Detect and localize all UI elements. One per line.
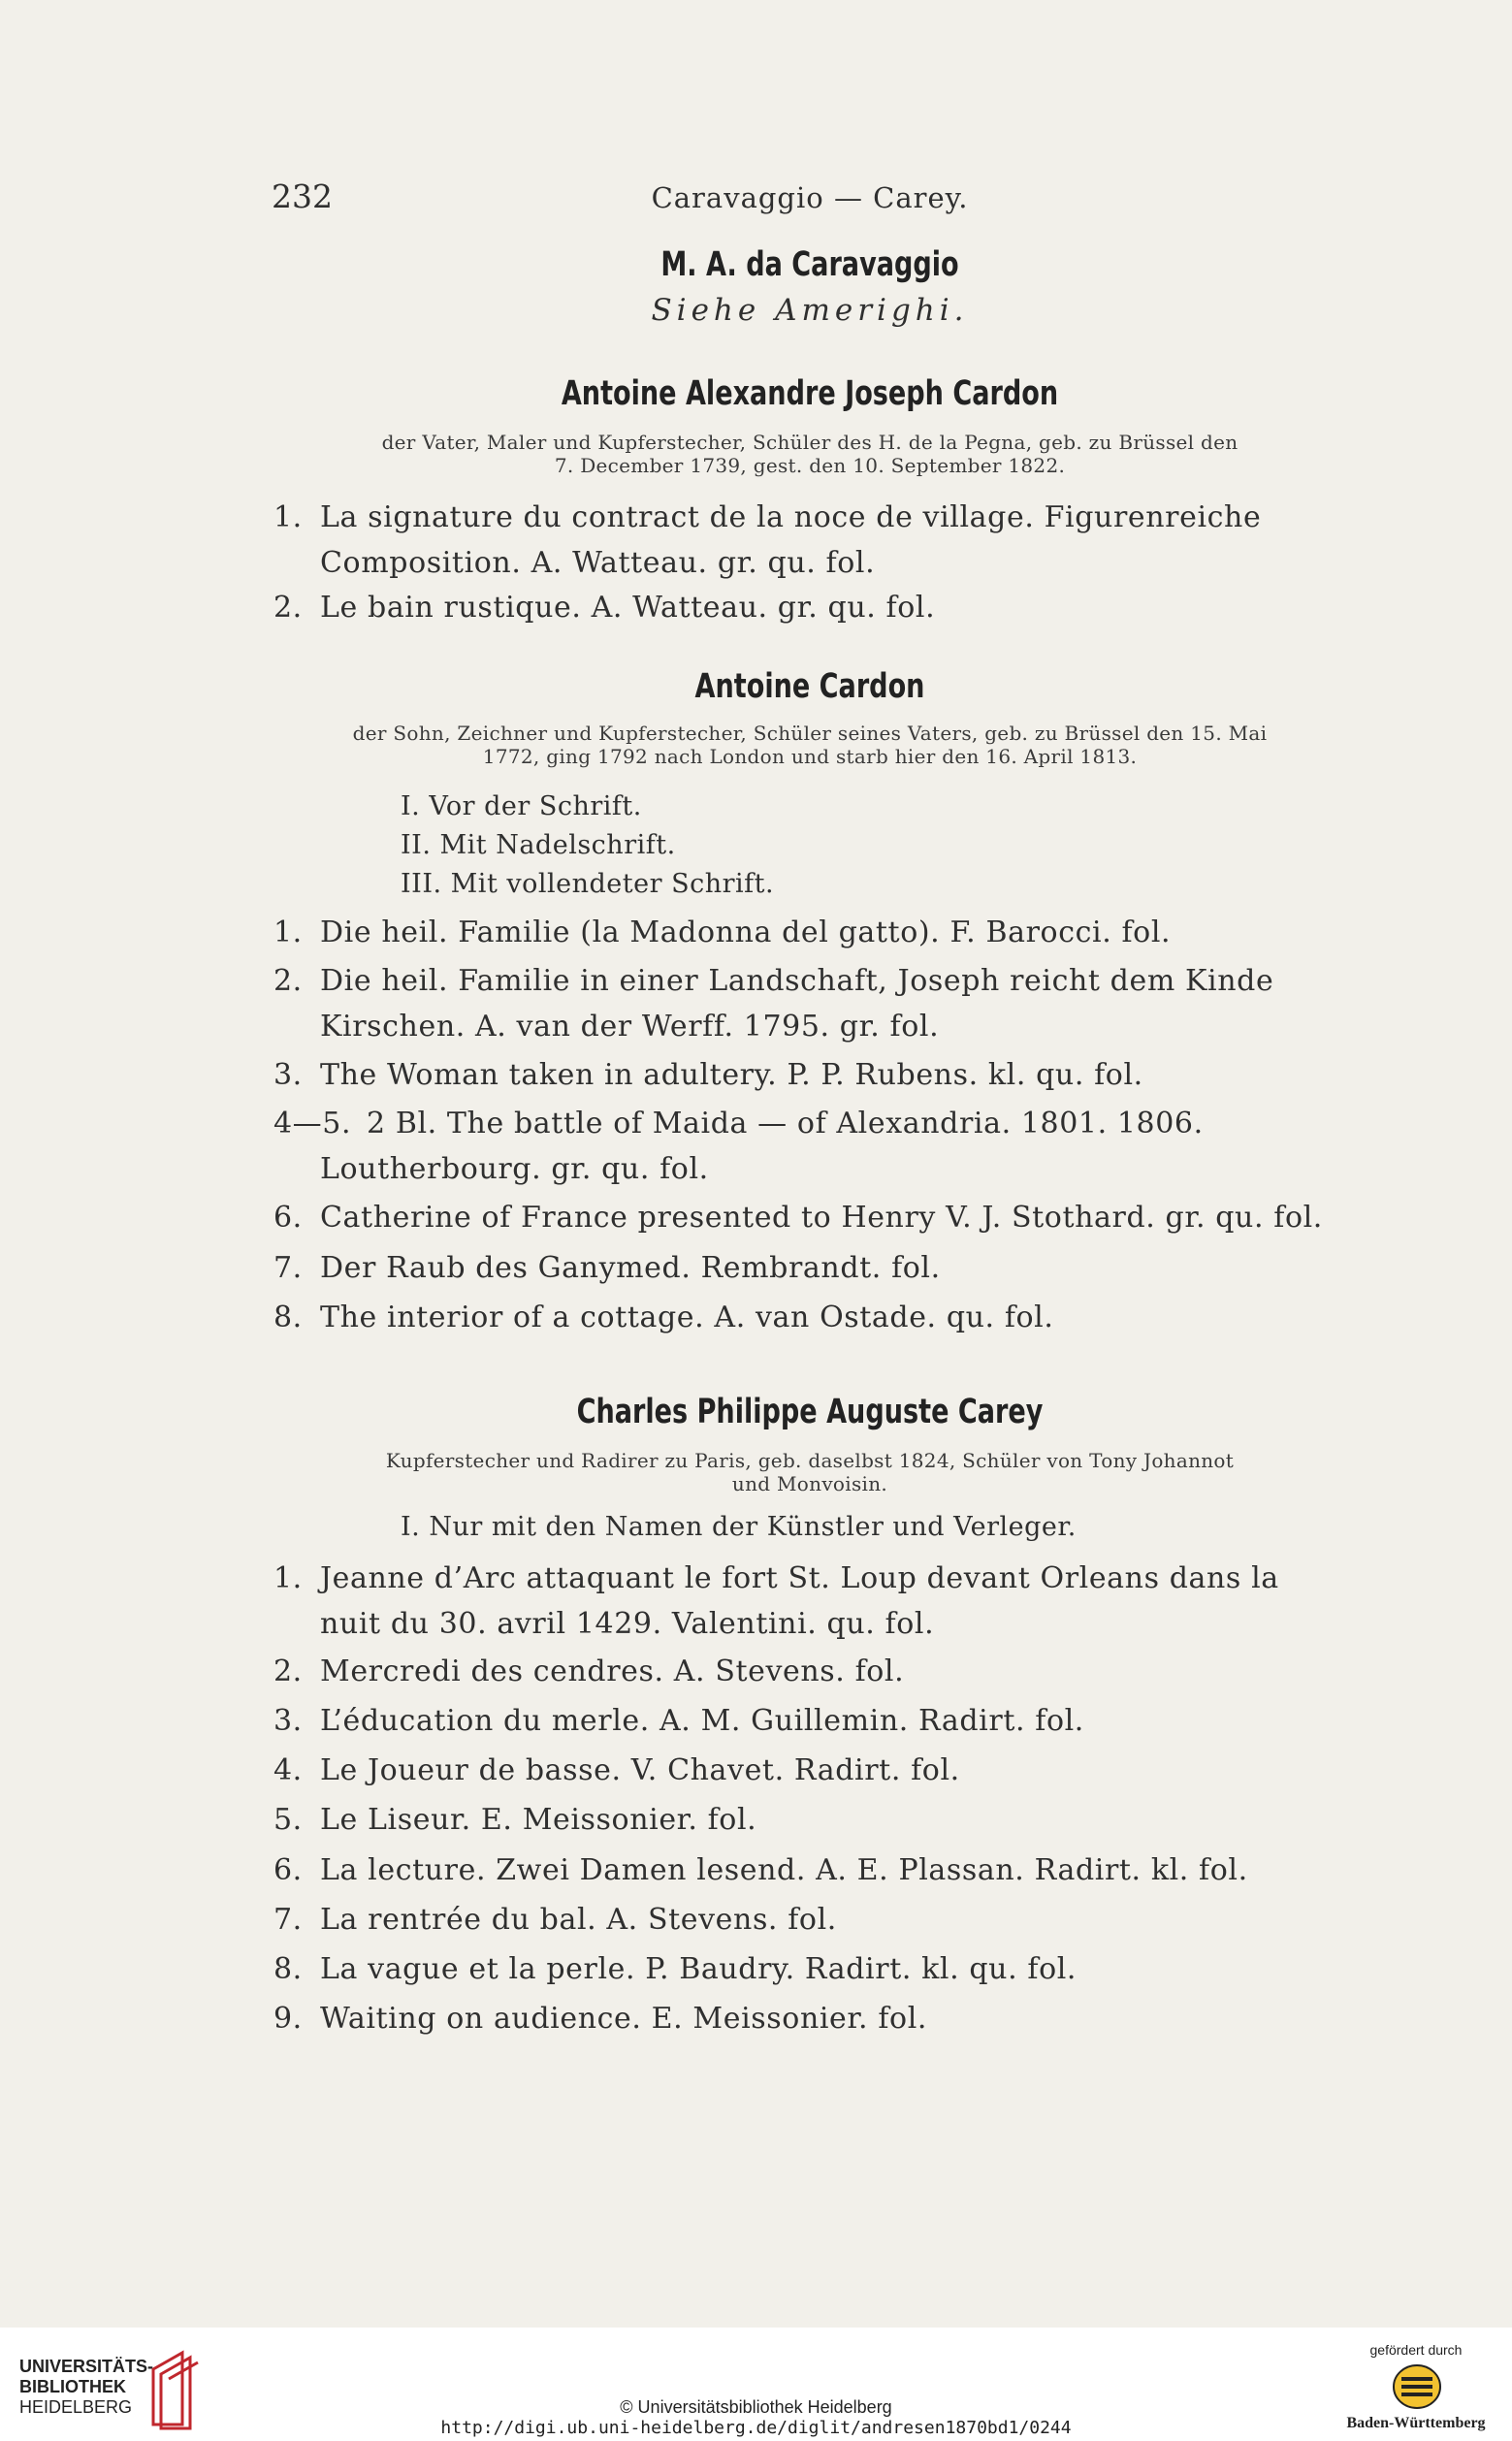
- entry-line: Der Raub des Ganymed. Rembrandt. fol.: [320, 1251, 941, 1285]
- sponsor-label: gefördert durch: [1369, 2342, 1463, 2358]
- entry-line: La rentrée du bal. A. Stevens. fol.: [320, 1903, 837, 1937]
- entry-line: La vague et la perle. P. Baudry. Radirt. kl. qu. fol.: [320, 1952, 1078, 1986]
- entry-line: Composition. A. Watteau. gr. qu. fol.: [320, 546, 876, 580]
- entry-line: L’éducation du merle. A. M. Guillemin. Radirt. fol.: [320, 1704, 1084, 1738]
- print-state-list: [401, 1508, 1077, 1547]
- running-title: Caravaggio — Carey.: [651, 181, 969, 214]
- entry-line: Catherine of France presented to Henry V. J. Stothard. gr. qu. fol.: [320, 1201, 1323, 1235]
- entry-number: 1.: [273, 500, 303, 534]
- entry-line: La lecture. Zwei Damen lesend. A. E. Plassan. Radirt. kl. fol.: [320, 1853, 1248, 1887]
- entry-text: [320, 1052, 1348, 1098]
- page-number: 232: [272, 177, 333, 215]
- entry-text: [320, 1797, 1348, 1843]
- entry-number: 2.: [273, 591, 303, 625]
- library-line: BIBLIOTHEK: [19, 2377, 126, 2396]
- entry-text: [367, 1101, 1348, 1146]
- artist-biography: [320, 722, 1300, 768]
- entry-line: 2 Bl. The battle of Maida — of Alexandria. 1801. 1806.: [367, 1107, 1204, 1140]
- entry-line: Le bain rustique. A. Watteau. gr. qu. fol.: [320, 591, 936, 625]
- print-state: III. Mit vollendeter Schrift.: [401, 869, 775, 899]
- section-heading: Antoine Alexandre Joseph Cardon: [561, 374, 1059, 413]
- entry-number: 3.: [273, 1058, 303, 1092]
- entry-text: [320, 1946, 1348, 1992]
- print-state: I. Nur mit den Namen der Künstler und Verleger.: [401, 1512, 1077, 1542]
- entry-text: [320, 1195, 1348, 1240]
- entry-number: 6.: [273, 1853, 303, 1887]
- biography-line: 1772, ging 1792 nach London und starb hier den 16. April 1813.: [482, 745, 1138, 768]
- entry-number: 1.: [273, 1561, 303, 1595]
- entry-text: [320, 1897, 1348, 1943]
- entry-text: [320, 910, 1348, 955]
- entry-text: [320, 1245, 1348, 1291]
- section-heading: Charles Philippe Auguste Carey: [576, 1393, 1044, 1431]
- entry-line: Kirschen. A. van der Werff. 1795. gr. fol.: [320, 1010, 940, 1044]
- biography-line: der Vater, Maler und Kupferstecher, Schüler des H. de la Pegna, geb. zu Brüssel den: [381, 431, 1239, 454]
- entry-number: 2.: [273, 964, 303, 998]
- entry-text: [320, 1847, 1348, 1893]
- biography-line: der Sohn, Zeichner und Kupferstecher, Schüler seines Vaters, geb. zu Brüssel den 15. Mai: [352, 722, 1268, 745]
- entry-number: 6.: [273, 1201, 303, 1235]
- section-heading: Antoine Cardon: [694, 667, 925, 706]
- entry-number: 2.: [273, 1654, 303, 1688]
- entry-number: 4.: [273, 1753, 303, 1787]
- entry-text: [320, 1295, 1348, 1340]
- print-state-list: [401, 787, 774, 904]
- section-crossref: Siehe Amerighi.: [651, 293, 969, 328]
- entry-number: 5.: [273, 1803, 303, 1837]
- coat-of-arms-icon: [1392, 2361, 1442, 2412]
- entry-number: 1.: [273, 915, 303, 949]
- print-state: II. Mit Nadelschrift.: [401, 830, 676, 860]
- entry-number: 9.: [273, 2002, 303, 2036]
- section-heading: M. A. da Caravaggio: [660, 245, 959, 284]
- entry-line: nuit du 30. avril 1429. Valentini. qu. fol.: [320, 1607, 935, 1641]
- library-line: HEIDELBERG: [19, 2397, 133, 2417]
- entry-line: Mercredi des cendres. A. Stevens. fol.: [320, 1654, 905, 1688]
- permalink[interactable]: http://digi.ub.uni-heidelberg.de/diglit/andresen1870bd1/0244: [440, 2418, 1072, 2438]
- entry-text: [320, 1748, 1348, 1793]
- entry-text: [320, 495, 1348, 586]
- entry-number: 7.: [273, 1251, 303, 1285]
- entry-line: The interior of a cottage. A. van Ostade. qu. fol.: [320, 1301, 1054, 1334]
- entry-number: 8.: [273, 1952, 303, 1986]
- biography-line: 7. December 1739, gest. den 10. September 1822.: [554, 454, 1066, 477]
- entry-text: [320, 958, 1348, 1049]
- artist-biography: [320, 431, 1300, 477]
- library-line: UNIVERSITÄTS-: [19, 2357, 154, 2376]
- print-state: I. Vor der Schrift.: [401, 791, 642, 821]
- entry-text: [320, 1649, 1348, 1694]
- copyright-notice: © Universitätsbibliothek Heidelberg: [620, 2397, 892, 2417]
- entry-text: [320, 1146, 1348, 1192]
- entry-number: 7.: [273, 1903, 303, 1937]
- entry-number: 3.: [273, 1704, 303, 1738]
- entry-line: The Woman taken in adultery. P. P. Rubens. kl. qu. fol.: [320, 1058, 1143, 1092]
- biography-line: und Monvoisin.: [731, 1472, 888, 1495]
- entry-line: Le Joueur de basse. V. Chavet. Radirt. fol.: [320, 1753, 960, 1787]
- entry-number: 4—5.: [273, 1107, 352, 1140]
- entry-text: [320, 1698, 1348, 1744]
- sponsor-name: Baden-Württemberg: [1346, 2415, 1486, 2431]
- artist-biography: [320, 1449, 1300, 1495]
- entry-line: Die heil. Familie in einer Landschaft, Joseph reicht dem Kinde: [320, 964, 1274, 998]
- entry-text: [320, 1556, 1348, 1647]
- entry-text: [320, 585, 1348, 630]
- entry-number: 8.: [273, 1301, 303, 1334]
- entry-text: [320, 1996, 1348, 2041]
- entry-line: Loutherbourg. gr. qu. fol.: [320, 1152, 709, 1186]
- entry-line: Jeanne d’Arc attaquant le fort St. Loup devant Orleans dans la: [320, 1561, 1279, 1595]
- entry-line: Le Liseur. E. Meissonier. fol.: [320, 1803, 757, 1837]
- entry-line: Waiting on audience. E. Meissonier. fol.: [320, 2002, 928, 2036]
- entry-line: Die heil. Familie (la Madonna del gatto). F. Barocci. fol.: [320, 915, 1172, 949]
- biography-line: Kupferstecher und Radirer zu Paris, geb. daselbst 1824, Schüler von Tony Johannot: [385, 1449, 1235, 1472]
- entry-line: La signature du contract de la noce de village. Figurenreiche: [320, 500, 1262, 534]
- running-header: [272, 177, 1348, 226]
